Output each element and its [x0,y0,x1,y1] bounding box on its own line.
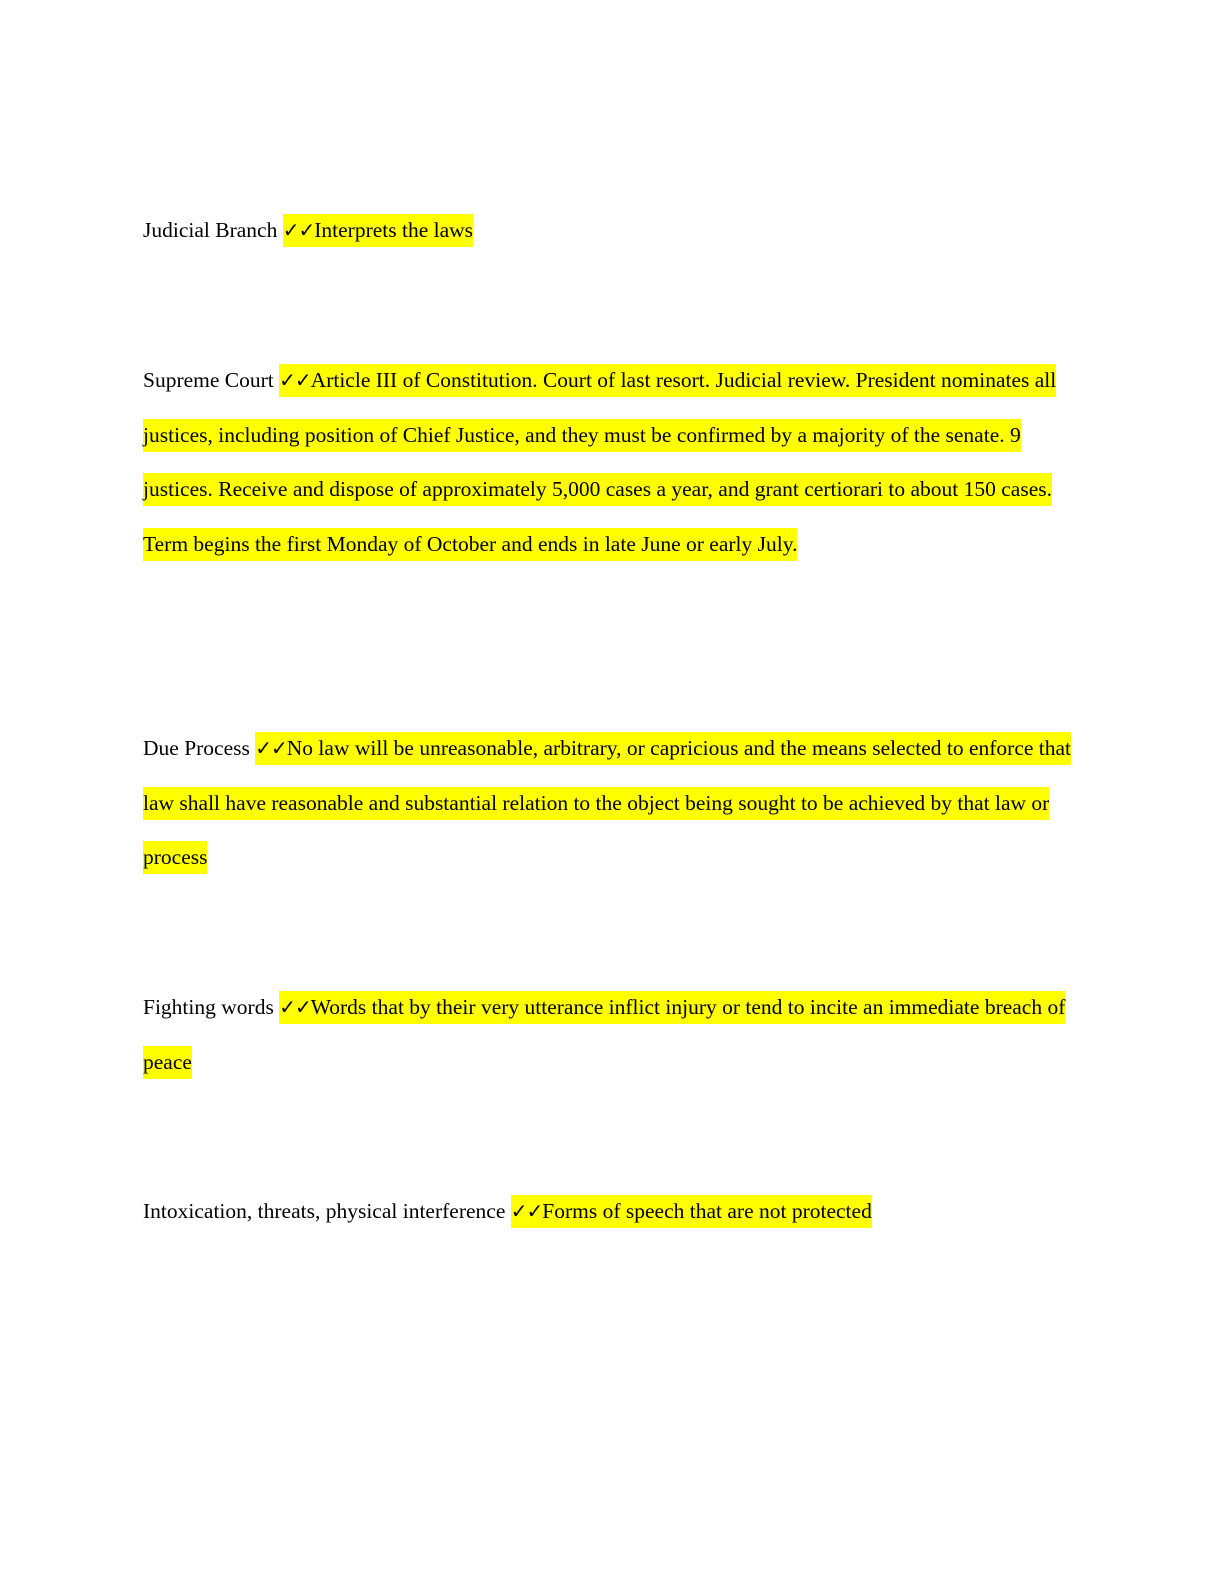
entry-answer-highlight [283,214,473,247]
entry-definition: Interprets the laws [314,218,474,242]
entry-term: Judicial Branch [143,218,278,242]
entry-definition: Forms of speech that are not protected [542,1199,872,1223]
flashcard-entry [143,353,1083,571]
entry-definition: Words that by their very utterance inflict injury or tend to incite an immediate breach of peace [143,995,1066,1074]
double-check-icon: ✓✓ [279,368,311,392]
flashcard-entry [143,980,1083,1089]
double-check-icon: ✓✓ [279,995,311,1019]
double-check-icon: ✓✓ [510,1199,543,1223]
entry-term: Due Process [143,736,250,760]
double-check-icon: ✓✓ [255,736,287,760]
entry-answer-highlight [143,732,1071,874]
entry-paragraph [143,721,1083,885]
double-check-icon: ✓✓ [282,218,315,242]
entry-paragraph [143,353,1083,571]
entry-term: Supreme Court [143,368,274,392]
flashcard-entry [143,721,1083,885]
entry-definition: No law will be unreasonable, arbitrary, or capricious and the means selected to enforce that law shall have reasonable and substantial relation to the object being sought to be achieved by that law or process [143,736,1072,869]
entry-answer-highlight [511,1195,872,1228]
entry-term: Fighting words [143,995,274,1019]
entry-term: Intoxication, threats, physical interference [143,1199,506,1223]
entry-definition: Article III of Constitution. Court of last resort. Judicial review. President nominates all justices, including position of Chief Justice, and they must be confirmed by a majority of the senate. 9 justices. Receive and dispose of approximately 5,000 cases a year, and grant certiorari to about 150 cases. Term begins the first Monday of October and ends in late June or early July. [143,368,1057,556]
flashcard-entry [143,1184,1083,1239]
entry-paragraph [143,1184,1083,1239]
entry-answer-highlight [143,364,1056,561]
entry-answer-highlight [143,991,1065,1079]
flashcard-entry [143,203,1083,258]
entry-paragraph [143,980,1083,1089]
entry-paragraph [143,203,1083,258]
